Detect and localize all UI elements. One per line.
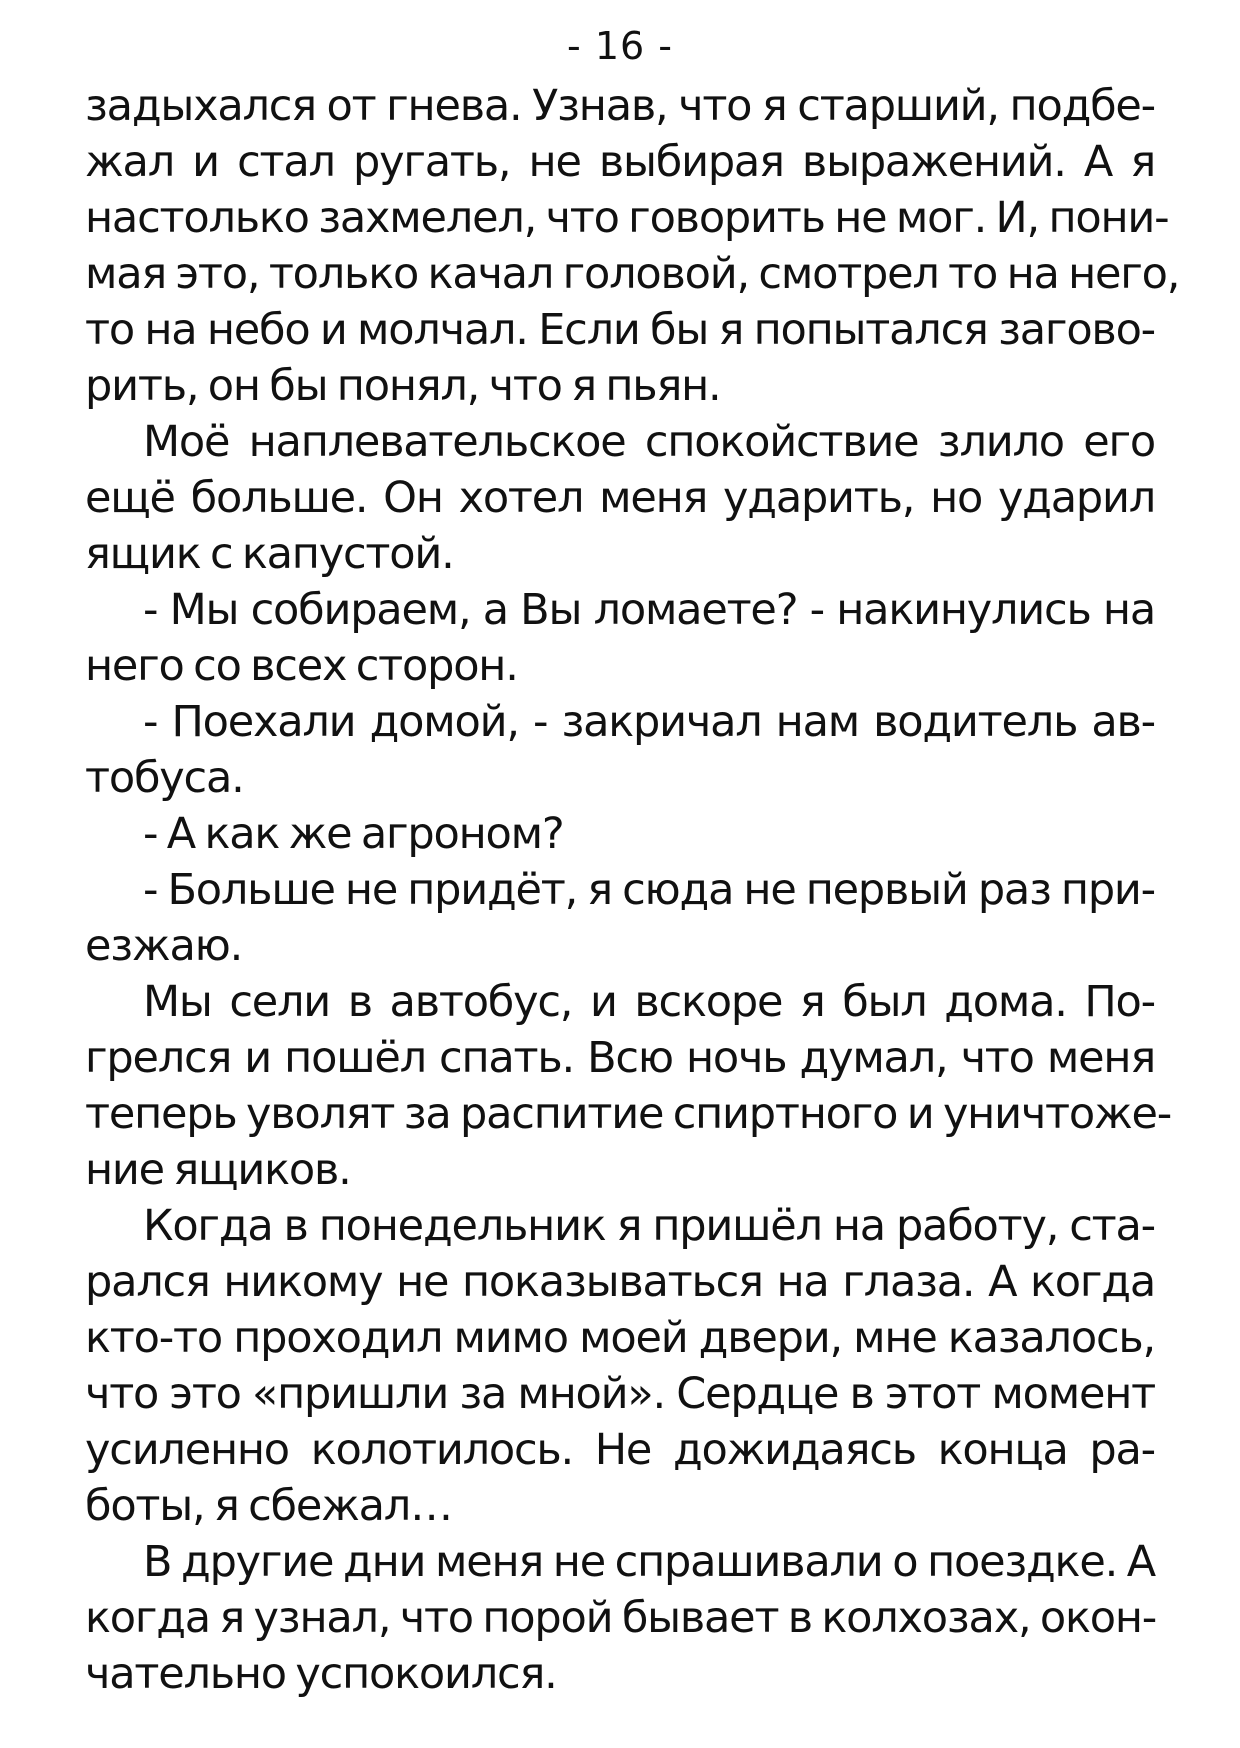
page-number: - 16 - (567, 24, 673, 68)
text-line: Моё наплевательское спокойствие злило его (143, 417, 1155, 467)
text-line: грелся и пошёл спать. Всю ночь думал, что меня (85, 1033, 1155, 1083)
text-line: мая это, только качал головой, смотрел то на него, (85, 249, 1180, 299)
text-line: тобуса. (85, 753, 244, 803)
text-line: настолько захмелел, что говорить не мог. И, пони- (85, 193, 1169, 243)
text-line: Когда в понедельник я пришёл на работу, ста- (143, 1201, 1155, 1251)
body-text (85, 78, 1180, 1702)
text-line: ящик с капустой. (85, 529, 454, 579)
text-line: В другие дни меня не спрашивали о поездке. А (143, 1537, 1155, 1587)
text-line: - А как же агроном? (143, 809, 564, 859)
text-line: - Мы собираем, а Вы ломаете? - накинулись на (143, 585, 1155, 635)
text-line: Мы сели в автобус, и вскоре я был дома. По- (143, 977, 1155, 1027)
text-line: что это «пришли за мной». Сердце в этот момент (85, 1369, 1155, 1419)
text-line: усиленно колотилось. Не дожидаясь конца ра- (85, 1425, 1155, 1475)
text-line: рить, он бы понял, что я пьян. (85, 361, 721, 411)
text-line: чательно успокоился. (85, 1649, 557, 1699)
text-line: рался никому не показываться на глаза. А когда (85, 1257, 1155, 1307)
text-line: когда я узнал, что порой бывает в колхозах, окон- (85, 1593, 1157, 1643)
text-line: задыхался от гнева. Узнав, что я старший, подбе- (85, 81, 1155, 131)
text-line: то на небо и молчал. Если бы я попытался загово- (85, 305, 1155, 355)
text-line: езжаю. (85, 921, 243, 971)
text-line: ещё больше. Он хотел меня ударить, но ударил (85, 473, 1155, 523)
text-line: - Поехали домой, - закричал нам водитель ав- (143, 697, 1155, 747)
text-line: - Больше не придёт, я сюда не первый раз при- (143, 865, 1155, 915)
text-line: теперь уволят за распитие спиртного и уничтоже- (85, 1089, 1172, 1139)
text-line: боты, я сбежал… (85, 1481, 452, 1531)
text-line: жал и стал ругать, не выбирая выражений. А я (85, 137, 1155, 187)
text-line: ние ящиков. (85, 1145, 351, 1195)
text-line: кто-то проходил мимо моей двери, мне казалось, (85, 1313, 1155, 1363)
text-line: него со всех сторон. (85, 641, 518, 691)
